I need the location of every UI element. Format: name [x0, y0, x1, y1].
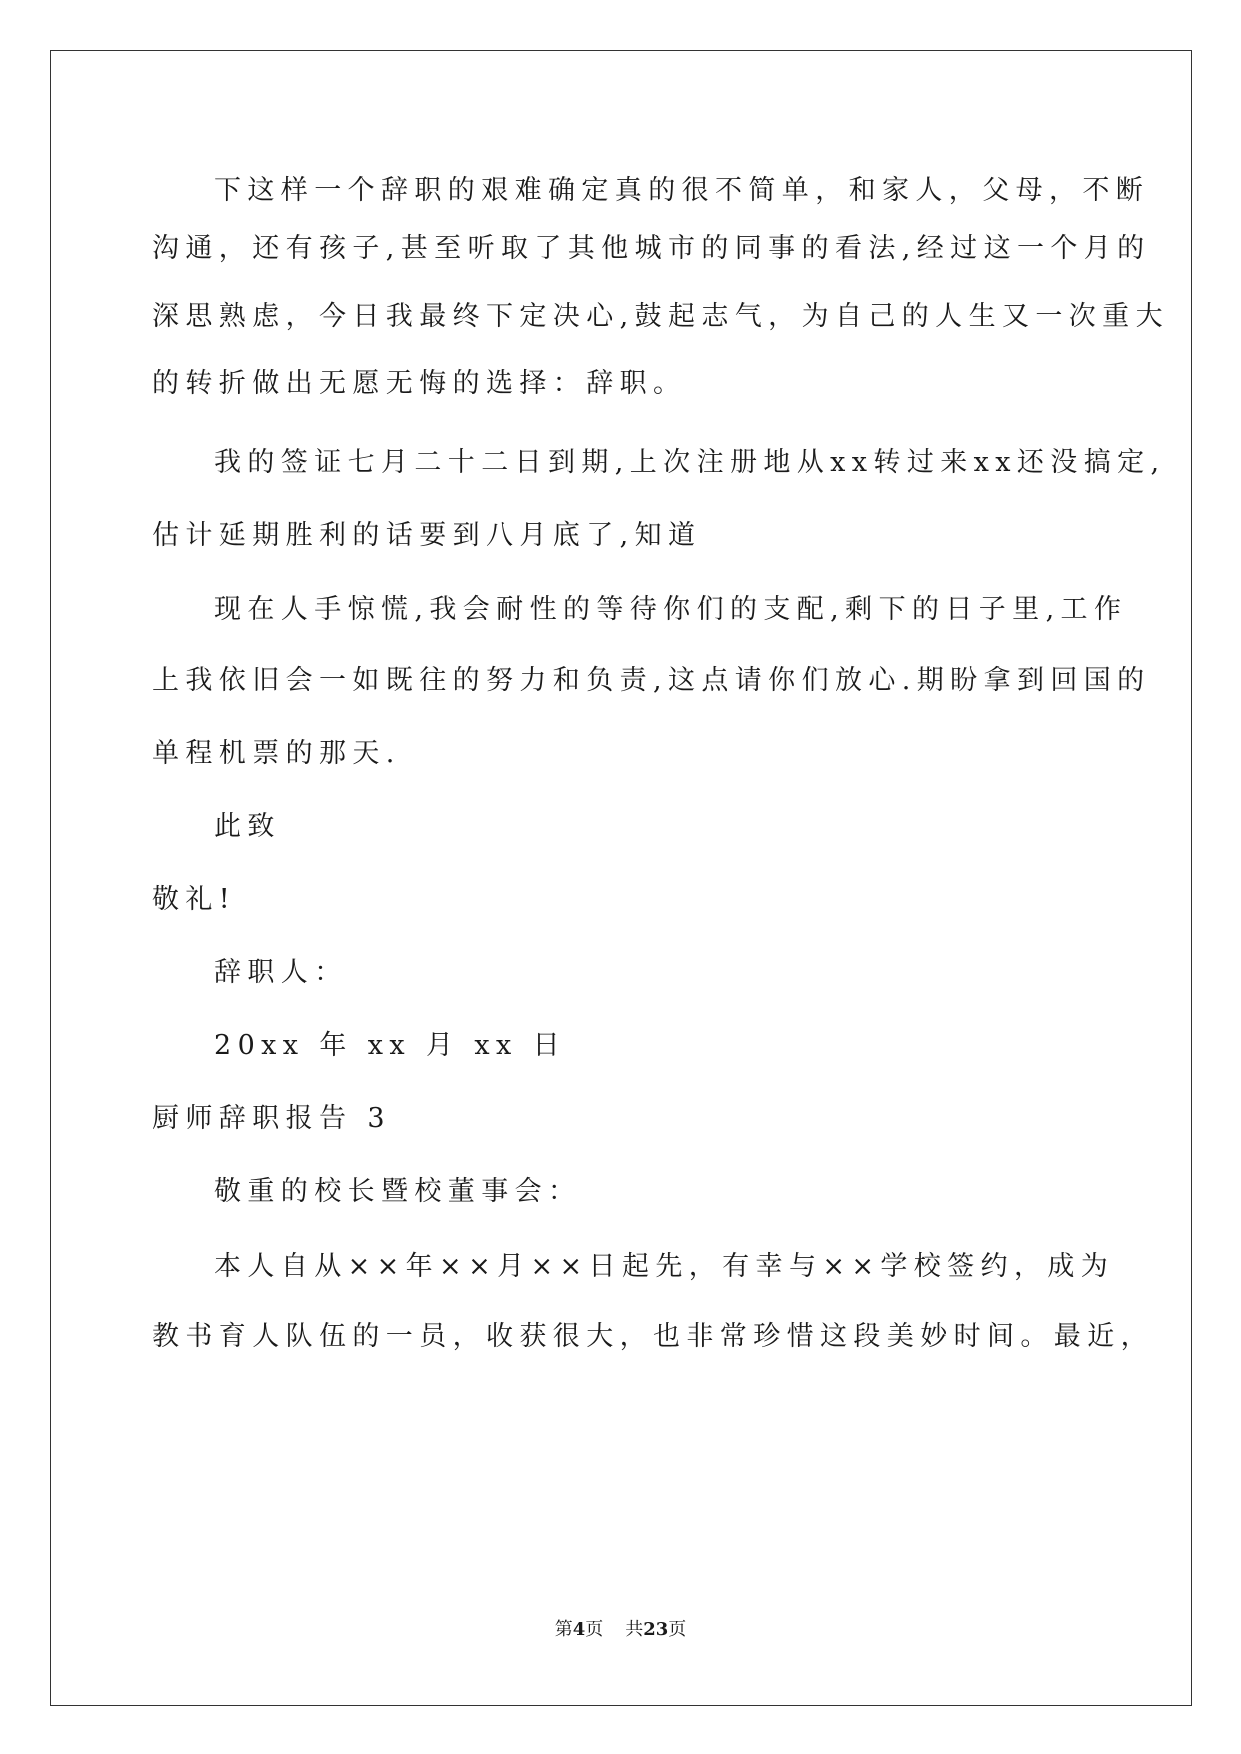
paragraph-line: 的转折做出无愿无悔的选择：辞职。 [152, 368, 687, 399]
paragraph-line: 上我依旧会一如既往的努力和负责,这点请你们放心.期盼拿到回国的 [152, 665, 1151, 696]
paragraph-line: 本人自从××年××月××日起先，有幸与××学校签约，成为 [214, 1251, 1115, 1282]
total-pages: 23 [643, 1619, 669, 1640]
paragraph-line: 沟通，还有孩子,甚至听取了其他城市的同事的看法,经过这一个月的 [152, 233, 1151, 264]
footer-total-prefix: 共 [625, 1619, 644, 1640]
paragraph-line: 下这样一个辞职的艰难确定真的很不简单，和家人，父母，不断 [214, 175, 1150, 206]
page-border [50, 50, 1192, 1706]
footer-total-suffix: 页 [668, 1619, 687, 1640]
date-line: 20xx 年 xx 月 xx 日 [214, 1030, 567, 1061]
signature-label: 辞职人： [214, 957, 348, 988]
paragraph-line: 单程机票的那天. [152, 738, 401, 769]
footer-page-suffix: 页 [585, 1619, 604, 1640]
footer-prefix: 第 [554, 1619, 573, 1640]
closing-salutation: 此致 [214, 811, 281, 842]
paragraph-line: 教书育人队伍的一员，收获很大，也非常珍惜这段美妙时间。最近， [152, 1321, 1154, 1352]
page-footer [0, 1618, 1241, 1642]
paragraph-line: 深思熟虑，今日我最终下定决心,鼓起志气，为自己的人生又一次重大 [152, 301, 1169, 332]
paragraph-line: 估计延期胜利的话要到八月底了,知道 [152, 520, 702, 551]
paragraph-line: 现在人手惊慌,我会耐性的等待你们的支配,剩下的日子里,工作 [214, 594, 1128, 625]
greeting: 敬重的校长暨校董事会： [214, 1176, 582, 1207]
section-title: 厨师辞职报告 3 [152, 1103, 391, 1134]
closing-regards: 敬礼! [152, 884, 237, 915]
page-number: 4 [572, 1619, 586, 1640]
paragraph-line: 我的签证七月二十二日到期,上次注册地从xx转过来xx还没搞定, [214, 447, 1166, 478]
